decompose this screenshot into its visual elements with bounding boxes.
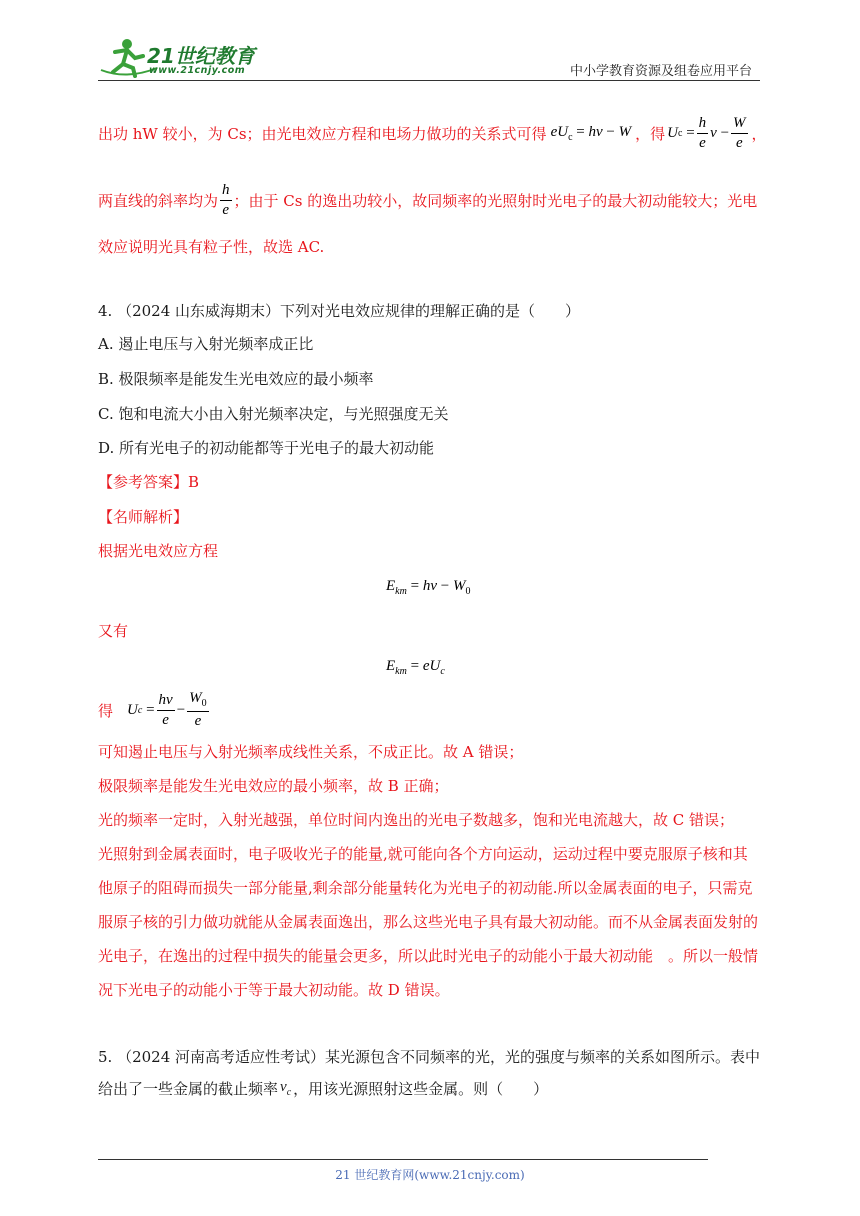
logo-text: 21世纪教育	[147, 44, 255, 68]
q4-analysis-line-1: 可知遏止电压与入射光频率成线性关系，不成正比。故 A 错误；	[98, 743, 524, 761]
q4-analysis-line-6: 服原子核的引力做功就能从金属表面逸出，那么这些光电子具有最大初动能。而不从金属表面发射的	[98, 913, 759, 931]
logo-url: www.21cnjy.com	[149, 65, 246, 76]
q4-analysis-line-2: 极限频率是能发生光电效应的最小频率，故 B 正确；	[98, 777, 449, 795]
q4-answer: 【参考答案】B	[98, 473, 200, 491]
q4-analysis-title: 【名师解析】	[98, 508, 189, 526]
q4-analysis-line-5: 他原子的阻碍而损失一部分能量,剩余部分能量转化为光电子的初动能.所以金属表面的电子，只需克	[98, 879, 753, 897]
prev-solution-text-1c: ，	[751, 124, 767, 143]
prev-solution-text-1a: 出功 hW 较小，为 Cs；由光电效应方程和电场力做功的关系式可得	[98, 124, 547, 143]
prev-solution-text-1b: ，得	[635, 124, 666, 143]
slope-fraction: $\frac{h}{e}$	[222, 181, 230, 218]
equation-Uc-linear: U c = $\frac{h}{e}$ ν − $\frac{W}{e}$	[667, 114, 746, 151]
prev-solution-line-1	[98, 114, 767, 151]
q4-analysis-line-4: 光照射到金属表面时，电子吸收光子的能量,就可能向各个方向运动，运动过程中要克服原子核和其	[98, 845, 748, 863]
q4-option-c: C. 饱和电流大小由入射光频率决定，与光照强度无关	[98, 405, 449, 423]
equation-Uc-derived: U c = $\frac{h\nu}{e}$ − $\frac{W_0}{e}$	[127, 690, 207, 729]
q4-analysis-line-7: 光电子，在逸出的过程中损失的能量会更多，所以此时光电子的动能小于最大初动能 。所以一般情	[98, 947, 759, 965]
footer-divider	[98, 1159, 708, 1160]
q4-analysis-intro: 根据光电效应方程	[98, 542, 219, 560]
equation-eUc: $eU_c = h\nu - W$	[550, 123, 632, 143]
q4-derived-line	[98, 688, 211, 732]
footer-text[interactable]: 21 世纪教育网(www.21cnjy.com)	[335, 1168, 525, 1182]
q5-stem-line-2	[98, 1078, 548, 1099]
q5-stem-line-1: 5. （2024 河南高考适应性考试）某光源包含不同频率的光，光的强度与频率的关系如图所示。表中	[98, 1048, 761, 1066]
equation-Ekm-eUc: $E_{km} = eU_c$	[386, 658, 445, 677]
equation-photoelectric: $E_{km} = h\nu - W_0$	[386, 578, 471, 597]
prev-solution-line-3: 效应说明光具有粒子性，故选 AC.	[98, 238, 325, 256]
symbol-nu-c: $\nu_c$	[280, 1079, 292, 1098]
q4-option-a: A. 遏止电压与入射光频率成正比	[98, 335, 314, 353]
q4-analysis-line-8: 况下光电子的动能小于等于最大初动能。故 D 错误。	[98, 981, 450, 999]
platform-name: 中小学教育资源及组卷应用平台	[570, 64, 753, 79]
q4-analysis-line-3: 光的频率一定时，入射光越强，单位时间内逸出的光电子数越多，饱和光电流越大，故 C 错误；	[98, 811, 735, 829]
prev-solution-line-2	[98, 183, 757, 217]
q4-analysis-get: 得	[98, 701, 114, 720]
header-divider	[98, 80, 760, 81]
q4-analysis-again: 又有	[98, 622, 129, 640]
site-logo	[97, 36, 257, 80]
prev-solution-text-2a: 两直线的斜率均为	[98, 191, 219, 210]
q4-option-d: D. 所有光电子的初动能都等于光电子的最大初动能	[98, 439, 435, 457]
q5-stem-text-2a: 给出了一些金属的截止频率	[98, 1080, 279, 1098]
q5-stem-text-2b: ，用该光源照射这些金属。则（ ）	[293, 1080, 549, 1098]
prev-solution-text-2b: ；由于 Cs 的逸出功较小，故同频率的光照射时光电子的最大初动能较大；光电	[233, 191, 758, 210]
q4-option-b: B. 极限频率是能发生光电效应的最小频率	[98, 370, 374, 388]
q4-stem: 4. （2024 山东威海期末）下列对光电效应规律的理解正确的是（ ）	[98, 302, 581, 320]
